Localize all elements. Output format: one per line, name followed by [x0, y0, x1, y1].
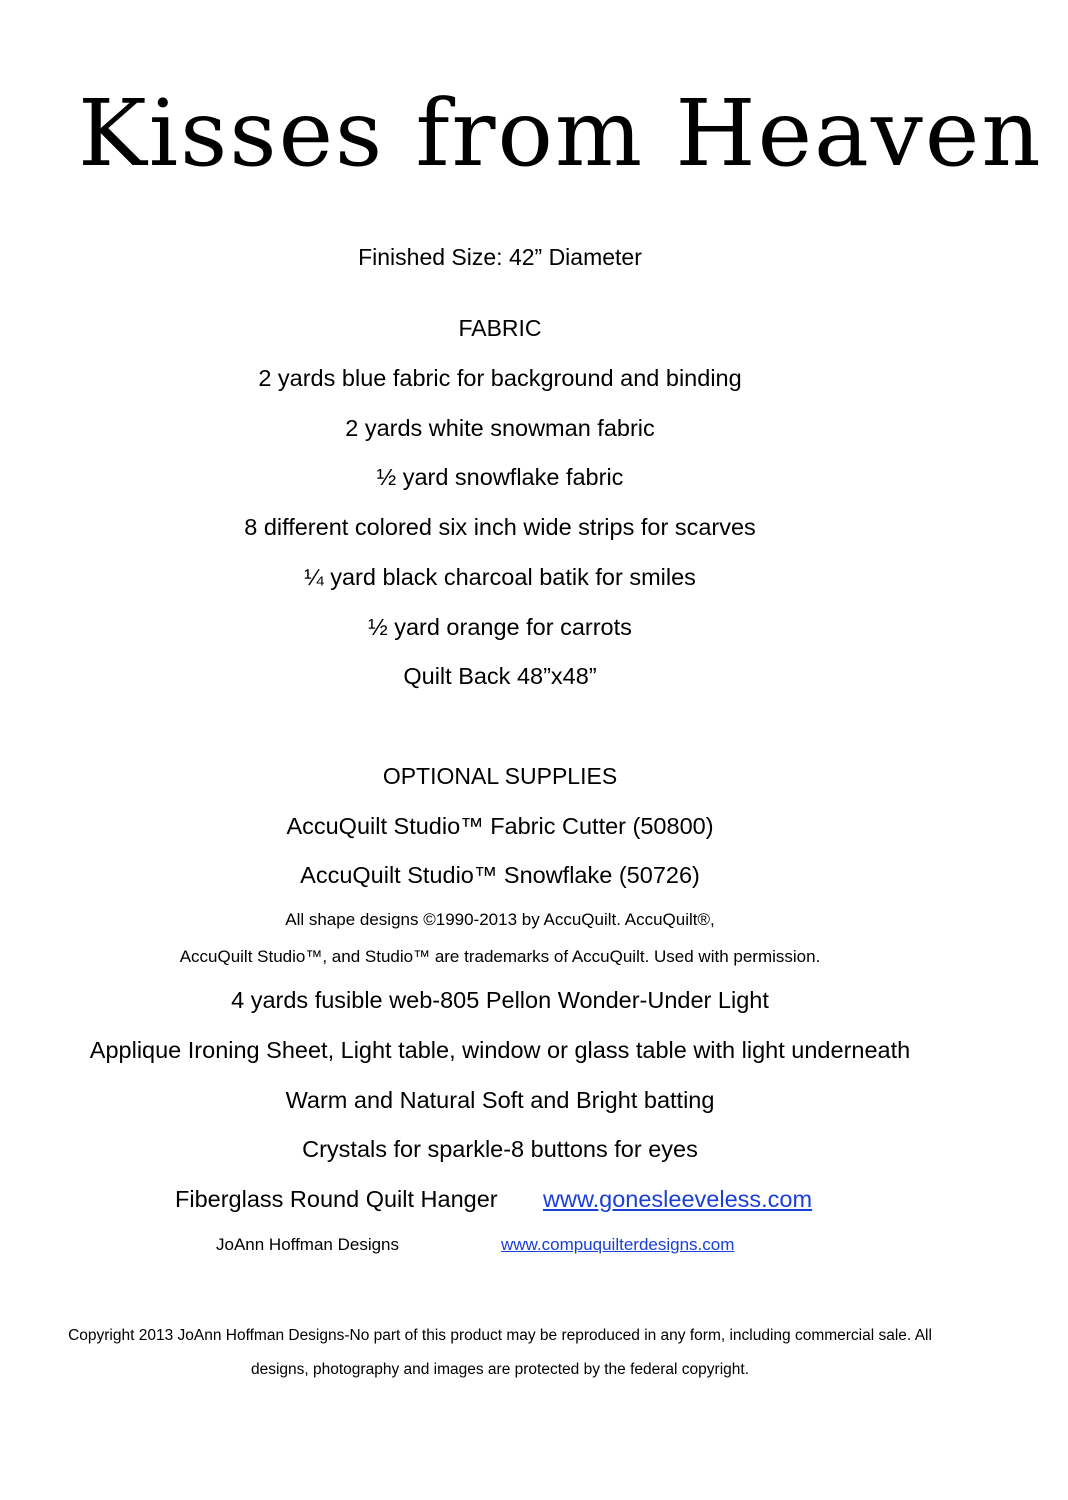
fabric-item: 2 yards white snowman fabric [345, 415, 655, 441]
finished-size: Finished Size: 42” Diameter [358, 244, 642, 270]
document-title: Kisses from Heaven [78, 80, 1043, 187]
supply-crystals: Crystals for sparkle-8 buttons for eyes [302, 1136, 698, 1162]
copyright-notice: designs, photography and images are protected by the federal copyright. [250, 1361, 750, 1378]
trademark-notice: AccuQuilt Studio™, and Studio™ are trademarks of AccuQuilt. Used with permission. [179, 947, 821, 966]
optional-supplies-heading: OPTIONAL SUPPLIES [382, 763, 618, 789]
supply-snowflake-die: AccuQuilt Studio™ Snowflake (50726) [300, 862, 700, 888]
fabric-item: 2 yards blue fabric for background and binding [258, 365, 742, 391]
gonesleeveless-link[interactable]: www.gonesleeveless.com [543, 1186, 813, 1212]
supply-batting: Warm and Natural Soft and Bright batting [285, 1087, 715, 1113]
trademark-notice: All shape designs ©1990-2013 by AccuQuilt. AccuQuilt®, [285, 910, 715, 929]
fabric-item: ½ yard snowflake fabric [376, 464, 624, 490]
supply-ironing-sheet: Applique Ironing Sheet, Light table, window or glass table with light underneath [89, 1037, 911, 1063]
compuquilterdesigns-link[interactable]: www.compuquilterdesigns.com [501, 1235, 735, 1254]
fabric-item: ¼ yard black charcoal batik for smiles [304, 564, 696, 590]
fabric-item: 8 different colored six inch wide strips for scarves [244, 514, 756, 540]
fabric-item: Quilt Back 48”x48” [403, 663, 597, 689]
fabric-heading: FABRIC [458, 315, 542, 341]
supply-hanger: Fiberglass Round Quilt Hanger [175, 1186, 498, 1212]
designer-name: JoAnn Hoffman Designs [216, 1235, 400, 1254]
supply-fusible-web: 4 yards fusible web-805 Pellon Wonder-Under Light [231, 987, 769, 1013]
fabric-item: ½ yard orange for carrots [368, 614, 632, 640]
copyright-notice: Copyright 2013 JoAnn Hoffman Designs-No part of this product may be reproduced in any form, including commercial sale. All [68, 1327, 932, 1344]
supply-fabric-cutter: AccuQuilt Studio™ Fabric Cutter (50800) [286, 813, 714, 839]
